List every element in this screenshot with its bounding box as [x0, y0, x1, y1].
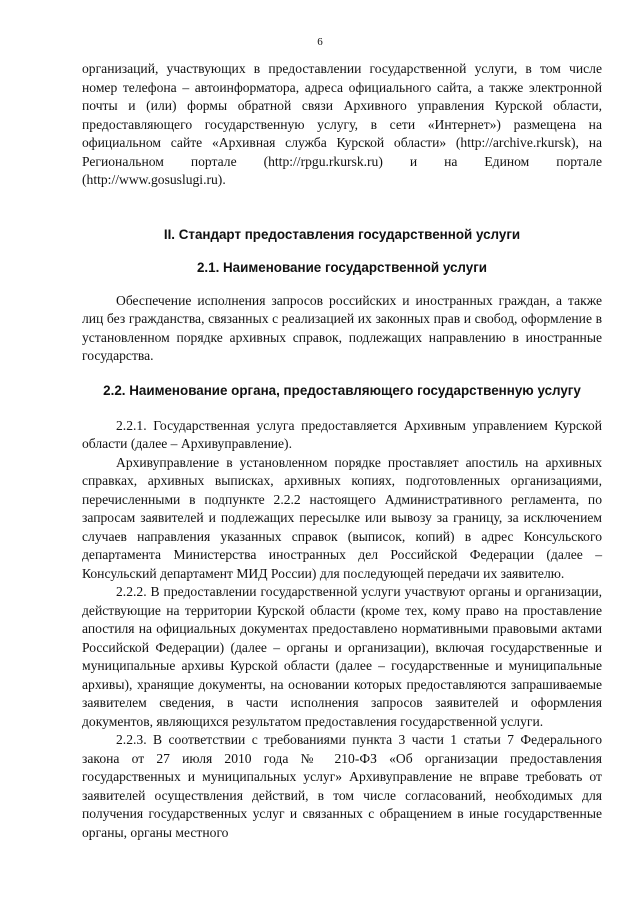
subsection-2-2-title: 2.2. Наименование органа, предоставляющего государственную услугу — [103, 382, 581, 398]
section-title: II. Стандарт предоставления государственной услуги — [163, 226, 521, 242]
intro-paragraph: организаций, участвующих в предоставлении государственной услуги, в том числе номер телефона – автоинформатора, адреса официального сайта, а также электронной почты и (или) формы обратной связи Архивного управления Курской области, предоставляющего государственную услугу, в сети «Интернет») размещена на официальном сайте «Архивная служба Курской области» (http://archive.rkursk), на Региональном портале (http://rpgu.rkursk.ru) и на Едином портале (http://www.gosuslugi.ru). — [82, 61, 602, 187]
document-body — [82, 60, 602, 842]
paragraph-2-2-3: 2.2.3. В соответствии с требованиями пункта 3 части 1 статьи 7 Федерального закона от 27 июля 2010 года № 210-ФЗ «Об организации предоставления государственных и муниципальных услуг» Архивуправление не вправе требовать от заявителей осуществления действий, в том числе согласований, необходимых для получения государственных услуг и связанных с обращением в иные государственные органы, органы местного — [82, 732, 602, 840]
page-number: 6 — [317, 36, 323, 48]
paragraph-apostille: Архивуправление в установленном порядке проставляет апостиль на архивных справках, архивных выписках, архивных копиях, подготовленных организациями, перечисленными в подпункте 2.2.2 настоящего Административного регламента, по запросам заявителей и подлежащих пересылке или вывозу за границу, за исключением случаев направления указанных справок (выписок, копий) в адрес Консульского департамента Министерства иностранных дел Российской Федерации (далее – Консульский департамент МИД России) для последующей передачи их заявителю. — [82, 454, 602, 581]
subsection-2-1-paragraph: Обеспечение исполнения запросов российских и иностранных граждан, а также лиц без гражданства, связанных с реализацией их законных прав и свобод, оформление в установленном порядке архивных справок, подлежащих направлению в иностранные государства. — [82, 292, 602, 363]
subsection-2-1-title: 2.1. Наименование государственной услуги — [196, 259, 488, 275]
paragraph-2-2-1: 2.2.1. Государственная услуга предоставляется Архивным управлением Курской области (далее – Архивуправление). — [82, 417, 602, 451]
paragraph-2-2-2: 2.2.2. В предоставлении государственной услуги участвуют органы и организации, действующие на территории Курской области (кроме тех, кому право на проставление апостиля на официальных документах предоставлено нормативными правовыми актами Российской Федерации) (далее – органы и организации), включая государственные и муниципальные архивы Курской области (далее – государственные и муниципальные архивы), хранящие документы, на основании которых предоставляются запрашиваемые заявителем сведения, в части исполнения запросов заявителей и оформления документов, являющихся результатом предоставления государственной услуги. — [82, 584, 602, 729]
